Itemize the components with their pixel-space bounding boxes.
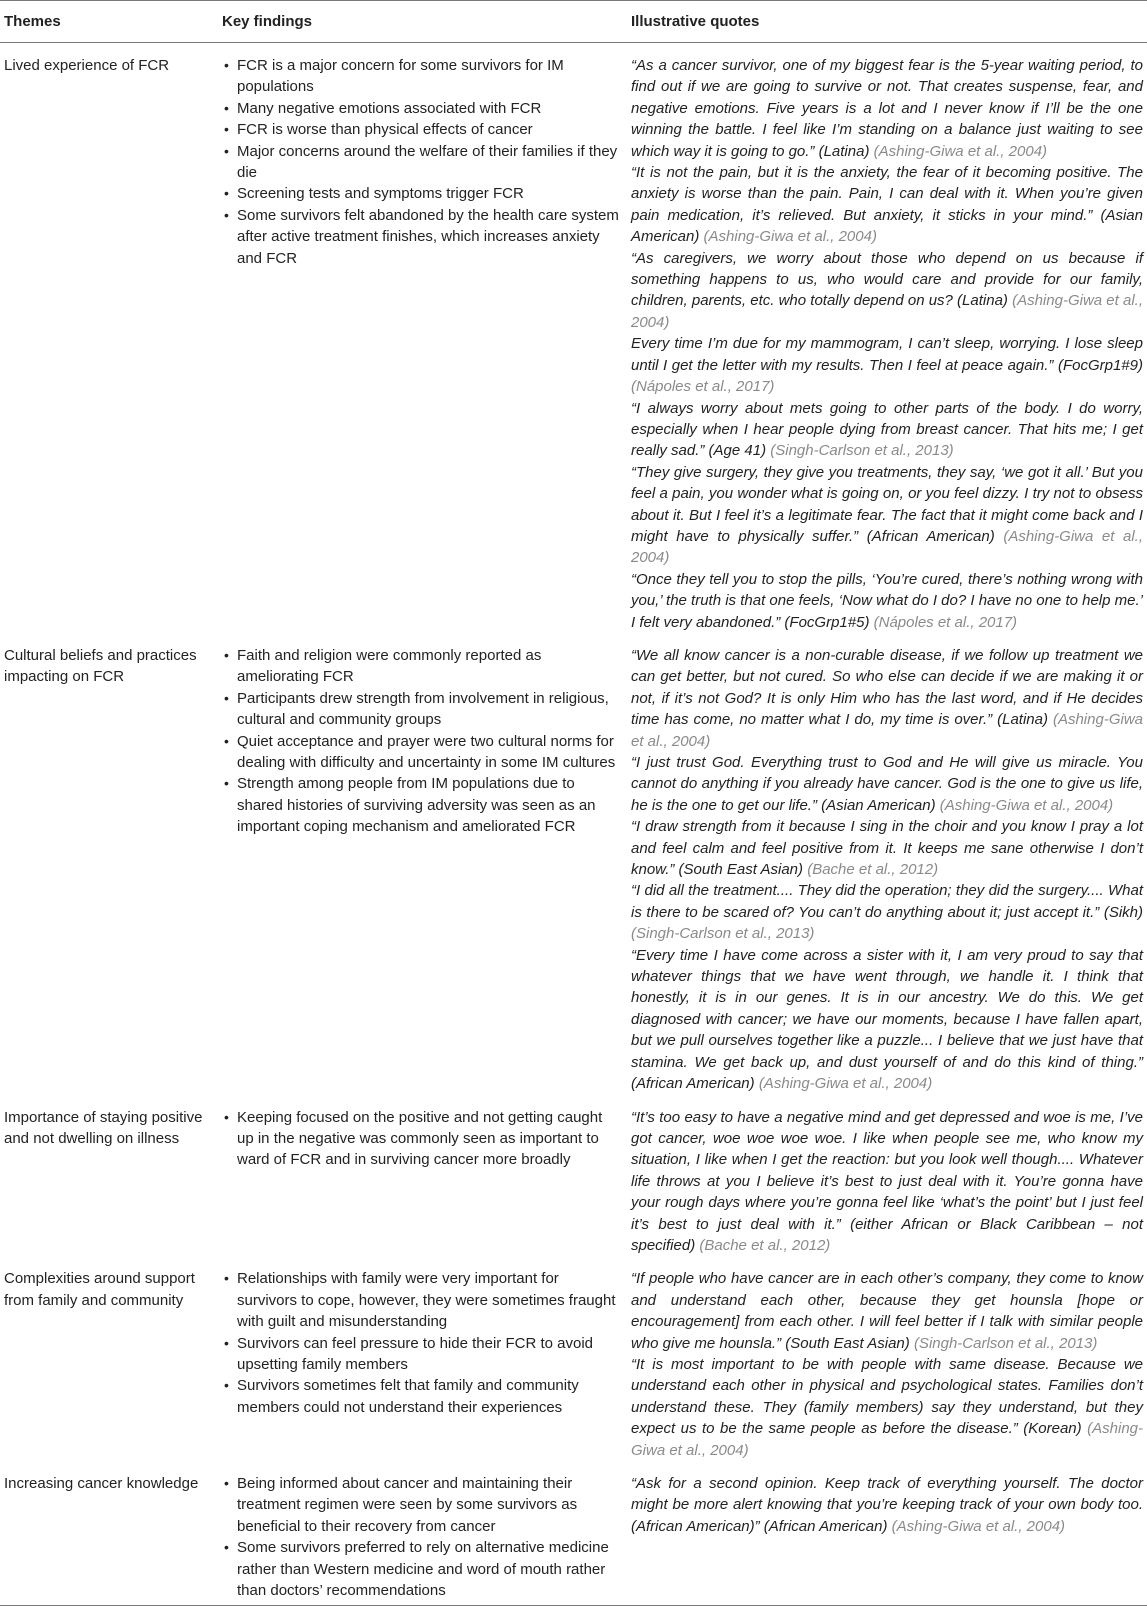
findings-list bbox=[222, 1268, 621, 1418]
quote-text: “As caregivers, we worry about those who depend on us because if something happens to us, who would care and provide for our family, children, parents, etc. who totally depend on us? (Latina) bbox=[631, 249, 1143, 310]
finding-text: Participants drew strength from involvement in religious, cultural and community groups bbox=[237, 689, 609, 729]
finding-item bbox=[222, 688, 621, 731]
citation-link[interactable]: (Ashing-Giwa et al., 2004) bbox=[631, 292, 1143, 331]
quote-block bbox=[631, 333, 1143, 397]
quote-block bbox=[631, 945, 1143, 1095]
header-themes: Themes bbox=[4, 13, 61, 30]
finding-item bbox=[222, 1473, 621, 1537]
theme-cell: Importance of staying positive and not dwelling on illness bbox=[4, 1108, 203, 1147]
findings-list bbox=[222, 1473, 621, 1601]
quote-block bbox=[631, 1268, 1143, 1354]
quote-text: “It is most important to be with people with same disease. Because we understand each other in physical and psychological states. Families don’t understand these. They (family members) say they understand, but they expect us to be the same people as before the disease.” (Korean) bbox=[631, 1355, 1143, 1438]
quote-text: “As a cancer survivor, one of my biggest fear is the 5-year waiting period, to find out if we are going to survive or not. That creates suspense, fear, and negative emotions. Five years is a lot and I never know if I’ll be the one winning the battle. I feel like I’m standing on a balance just waiting to see which way it is going to go.” (Latina) bbox=[631, 57, 1143, 160]
theme-cell: Lived experience of FCR bbox=[4, 57, 170, 74]
findings-list bbox=[222, 55, 621, 269]
finding-item bbox=[222, 98, 621, 119]
theme-cell: Complexities around support from family and community bbox=[4, 1270, 195, 1309]
finding-text: Faith and religion were commonly reported as ameliorating FCR bbox=[237, 646, 542, 686]
finding-text: Keeping focused on the positive and not getting caught up in the negative was commonly seen as important to ward of FCR and in surviving cancer more broadly bbox=[237, 1108, 603, 1169]
table-header bbox=[0, 1, 1147, 43]
finding-item bbox=[222, 1333, 621, 1376]
illustrative-quotes-cell bbox=[625, 1465, 1147, 1606]
bullet-icon: • bbox=[224, 1377, 229, 1394]
key-findings-cell bbox=[219, 637, 625, 1099]
bullet-icon: • bbox=[224, 732, 229, 749]
finding-item bbox=[222, 1107, 621, 1171]
quote-block bbox=[631, 1473, 1143, 1537]
finding-text: Survivors sometimes felt that family and community members could not understand their experiences bbox=[237, 1377, 579, 1416]
findings-list bbox=[222, 1107, 621, 1171]
quote-block bbox=[631, 816, 1143, 880]
finding-item bbox=[222, 731, 621, 774]
citation-link[interactable]: (Singh-Carlson et al., 2013) bbox=[631, 925, 815, 943]
finding-item bbox=[222, 1537, 621, 1601]
findings-list bbox=[222, 645, 621, 838]
theme-cell: Cultural beliefs and practices impacting on FCR bbox=[4, 646, 197, 686]
quote-block bbox=[631, 569, 1143, 633]
citation-link[interactable]: (Ashing-Giwa et al., 2004) bbox=[631, 527, 1144, 567]
finding-text: Screening tests and symptoms trigger FCR bbox=[237, 185, 524, 203]
citation-link[interactable]: (Nápoles et al., 2017) bbox=[873, 613, 1018, 631]
quote-block bbox=[631, 55, 1143, 162]
key-findings-cell bbox=[219, 1099, 625, 1261]
finding-item bbox=[222, 141, 621, 184]
citation-link[interactable]: (Nápoles et al., 2017) bbox=[631, 378, 775, 396]
quote-text: “I did all the treatment.... They did the operation; they did the surgery.... What is there to be scared of? You can’t do anything about it; just accept it.” (Sikh) bbox=[631, 882, 1143, 921]
quote-text: “I draw strength from it because I sing in the choir and you know I pray a lot and feel calm and feel positive from it. It keeps me sane otherwise I don’t know.” (South East Asian) bbox=[631, 818, 1143, 879]
finding-text: Some survivors felt abandoned by the health care system after active treatment finishes, which increases anxiety and FCR bbox=[237, 206, 619, 267]
table-row bbox=[0, 1260, 1147, 1465]
table-body bbox=[0, 43, 1147, 1606]
quote-block bbox=[631, 462, 1143, 569]
bullet-icon: • bbox=[224, 646, 229, 663]
finding-text: Quiet acceptance and prayer were two cultural norms for dealing with difficulty and uncertainty in some IM cultures bbox=[237, 732, 616, 771]
quote-block bbox=[631, 1354, 1143, 1461]
bullet-icon: • bbox=[224, 1334, 229, 1351]
table-row bbox=[0, 43, 1147, 637]
bullet-icon: • bbox=[224, 775, 229, 792]
quote-block bbox=[631, 248, 1143, 334]
bullet-icon: • bbox=[224, 185, 229, 202]
quote-text: “It’s too easy to have a negative mind and get depressed and woe is me, I’ve got cancer, woe woe woe woe. I like when people see me, who know my situation, I like when I get the reaction: but you look well though.... Whatever life throws at you I believe it’s best to just deal with it. You’re gonna have your rough days where you’re gonna feel like ‘what’s the point’ but I just feel it’s best to just deal with it.” (either African or Black Caribbean – not specified) bbox=[631, 1108, 1143, 1254]
citation-link[interactable]: (Ashing-Giwa et al., 2004) bbox=[939, 796, 1114, 814]
table-row bbox=[0, 637, 1147, 1099]
quote-text: “It is not the pain, but it is the anxiety, the fear of it becoming positive. The anxiety is worse than the pain. Pain, I can deal with it. When you’re given pain medication, it’s relieved. But anxiety, it sticks in your mind.” (Asian American) bbox=[631, 164, 1143, 246]
bullet-icon: • bbox=[224, 57, 229, 73]
quote-text: “We all know cancer is a non-curable disease, if we follow up treatment we can get better, but not cured. So who else can decide if we are making it or not, if it’s not God? It is only Him who has the last word, and if He decides time has come, no matter what I do, my time is over.” (Latina) bbox=[631, 646, 1143, 729]
bullet-icon: • bbox=[224, 1108, 229, 1125]
header-key-findings: Key findings bbox=[222, 13, 313, 30]
bullet-icon: • bbox=[224, 206, 229, 223]
illustrative-quotes-cell bbox=[625, 1099, 1147, 1261]
finding-item bbox=[222, 55, 621, 98]
table-row bbox=[0, 1099, 1147, 1261]
citation-link[interactable]: (Ashing-Giwa et al., 2004) bbox=[631, 1420, 1143, 1459]
quote-text: “Ask for a second opinion. Keep track of everything yourself. The doctor might be more alert knowing that you’re keeping track of your own body too. (African American)” (African American) bbox=[631, 1475, 1143, 1535]
bullet-icon: • bbox=[224, 1270, 229, 1287]
finding-text: Survivors can feel pressure to hide their FCR to avoid upsetting family members bbox=[237, 1334, 593, 1373]
illustrative-quotes-cell bbox=[625, 1260, 1147, 1465]
quote-text: “I always worry about mets going to other parts of the body. I do worry, especially when I hear people dying from breast cancer. That hits me; I get really sad.” (Age 41) bbox=[631, 399, 1143, 460]
citation-link[interactable]: (Ashing-Giwa et al., 2004) bbox=[758, 1075, 933, 1093]
quote-block bbox=[631, 880, 1143, 944]
finding-item bbox=[222, 1268, 621, 1332]
theme-cell: Increasing cancer knowledge bbox=[4, 1475, 199, 1492]
citation-link[interactable]: (Bache et al., 2012) bbox=[807, 861, 939, 879]
finding-text: Some survivors preferred to rely on alternative medicine rather than Western medicine and word of mouth rather than doctors’ recommendations bbox=[237, 1539, 609, 1600]
quote-block bbox=[631, 1107, 1143, 1257]
finding-item bbox=[222, 119, 621, 140]
citation-link[interactable]: (Singh-Carlson et al., 2013) bbox=[770, 442, 954, 460]
bullet-icon: • bbox=[224, 1475, 229, 1491]
citation-link[interactable]: (Ashing-Giwa et al., 2004) bbox=[631, 711, 1143, 750]
bullet-icon: • bbox=[224, 689, 229, 706]
citation-link[interactable]: (Bache et al., 2012) bbox=[699, 1236, 831, 1254]
finding-item bbox=[222, 183, 621, 204]
quote-text: “They give surgery, they give you treatments, they say, ‘we got it all.’ But you feel a pain, you wonder what is going on, or you feel dizzy. I try not to obsess about it. But I feel it’s a legitimate fear. The fact that it might come back and I might have to physically suffer.” (African American) bbox=[631, 463, 1143, 545]
finding-item bbox=[222, 1375, 621, 1418]
header-illustrative-quotes: Illustrative quotes bbox=[631, 13, 760, 30]
finding-item bbox=[222, 645, 621, 688]
quote-block bbox=[631, 645, 1143, 752]
header-row bbox=[0, 1, 1147, 43]
finding-text: FCR is worse than physical effects of cancer bbox=[237, 121, 533, 139]
bullet-icon: • bbox=[224, 1539, 229, 1556]
citation-link[interactable]: (Ashing-Giwa et al., 2004) bbox=[873, 142, 1048, 160]
quote-block bbox=[631, 398, 1143, 462]
quote-block bbox=[631, 752, 1143, 816]
bullet-icon: • bbox=[224, 142, 229, 159]
finding-text: FCR is a major concern for some survivors for IM populations bbox=[237, 57, 564, 96]
key-findings-cell bbox=[219, 1260, 625, 1465]
key-findings-cell bbox=[219, 43, 625, 637]
finding-text: Strength among people from IM populations due to shared histories of surviving adversity was seen as an important coping mechanism and ameliorated FCR bbox=[237, 775, 596, 836]
quote-text: Every time I’m due for my mammogram, I can’t sleep, worrying. I lose sleep until I get the letter with my results. Then I feel at peace again.” (FocGrp1#9) bbox=[631, 335, 1143, 374]
bullet-icon: • bbox=[224, 121, 229, 138]
citation-link[interactable]: (Singh-Carlson et al., 2013) bbox=[913, 1334, 1098, 1352]
quote-text: “If people who have cancer are in each other’s company, they come to know and understand each other, because they get hounsla [hope or encouragement] from each other. I will feel better if I talk with similar people who give me hounsla.” (South East Asian) bbox=[631, 1270, 1143, 1352]
quote-text: “Once they tell you to stop the pills, ‘You’re cured, there’s nothing wrong with you,’ the truth is that one feels, ‘Now what do I do? I have no one to help me.’ I felt very abandoned.” (FocGrp1#5) bbox=[631, 570, 1143, 631]
quote-text: “I just trust God. Everything trust to God and He will give us miracle. You cannot do anything if you already have cancer. God is the one to give us life, he is the one to get our life.” (Asian American) bbox=[631, 754, 1143, 814]
citation-link[interactable]: (Ashing-Giwa et al., 2004) bbox=[891, 1517, 1066, 1535]
table-row bbox=[0, 1465, 1147, 1606]
finding-text: Major concerns around the welfare of their families if they die bbox=[237, 142, 618, 182]
citation-link[interactable]: (Ashing-Giwa et al., 2004) bbox=[703, 228, 877, 246]
finding-text: Relationships with family were very important for survivors to cope, however, they were sometimes fraught with guilt and misunderstanding bbox=[237, 1270, 616, 1331]
illustrative-quotes-cell bbox=[625, 637, 1147, 1099]
quote-block bbox=[631, 162, 1143, 248]
finding-text: Being informed about cancer and maintaining their treatment regimen were seen by some survivors as beneficial to their recovery from cancer bbox=[237, 1475, 578, 1535]
quote-text: “Every time I have come across a sister with it, I am very proud to say that whatever things that we have went through, we handle it. I think that honestly, it is in our genes. It is in our ancestry. We do this. We get diagnosed with cancer; we have our moments, because I have fallen apart, but we pull ourselves together like a puzzle... I believe that we just have that stamina. We get back up, and dust yourself of and do this kind of thing.” (African American) bbox=[631, 946, 1143, 1093]
finding-item bbox=[222, 205, 621, 269]
finding-item bbox=[222, 773, 621, 837]
bullet-icon: • bbox=[224, 99, 229, 116]
illustrative-quotes-cell bbox=[625, 43, 1147, 637]
finding-text: Many negative emotions associated with FCR bbox=[237, 99, 542, 117]
key-findings-cell bbox=[219, 1465, 625, 1606]
